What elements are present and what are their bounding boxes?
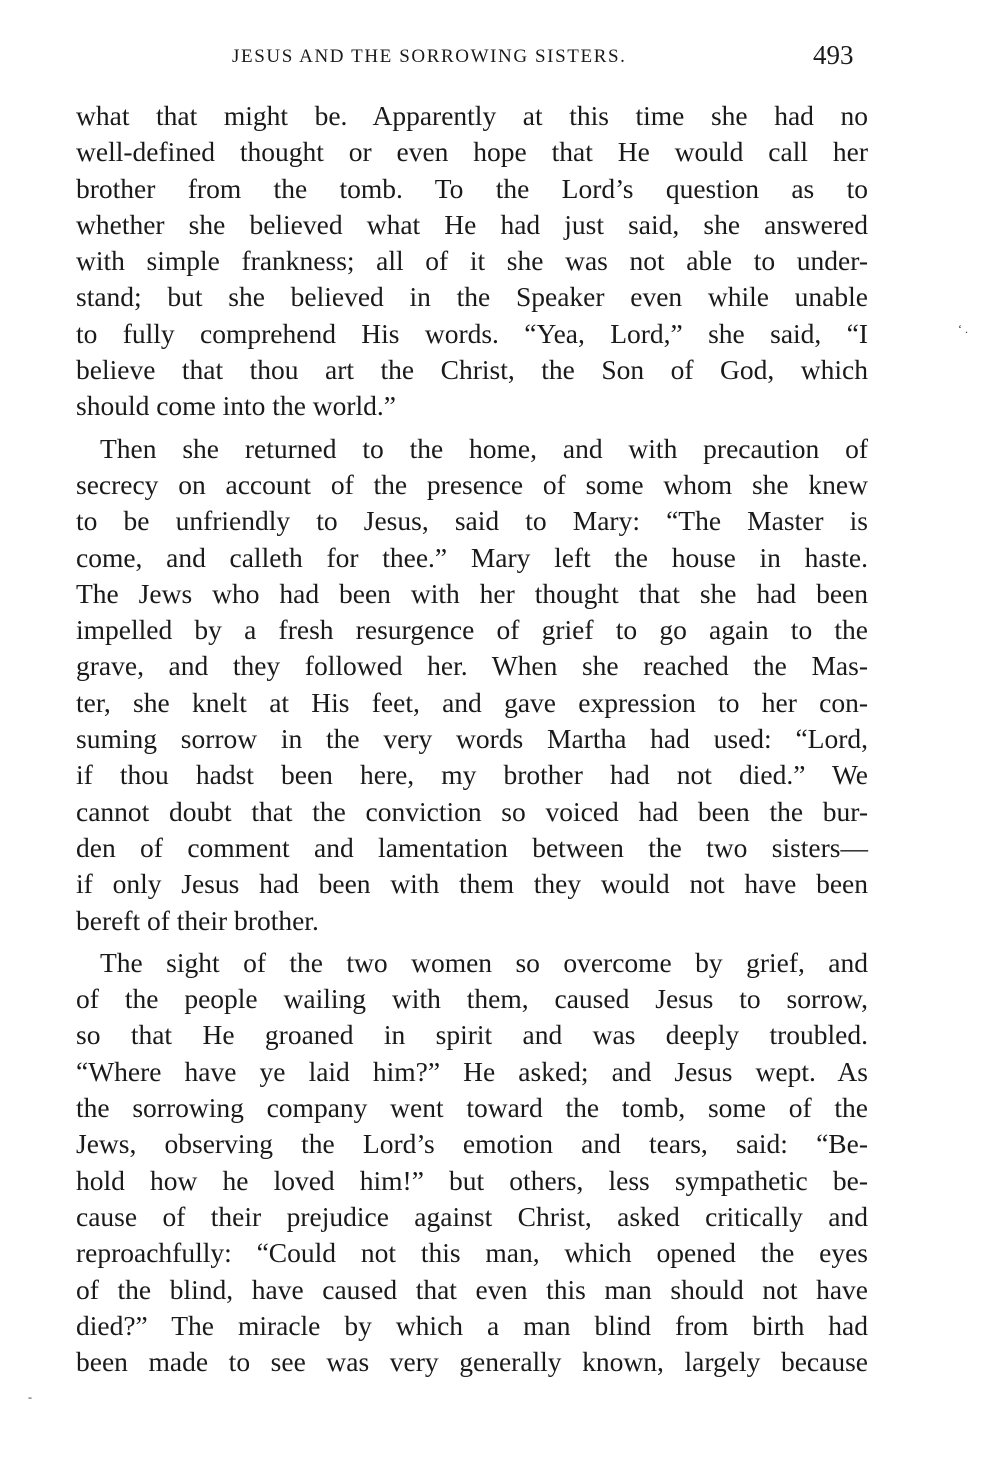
text-line: been made to see was very generally known, largely because	[76, 1346, 868, 1378]
text-line: to be unfriendly to Jesus, said to Mary: “The Master is	[76, 505, 868, 537]
text-line: believe that thou art the Christ, the Son of God, which	[76, 354, 868, 386]
running-head-title: JESUS AND THE SORROWING SISTERS.	[232, 46, 627, 67]
text-line: of the blind, have caused that even this man should not have	[76, 1273, 868, 1305]
page-number: 493	[813, 40, 854, 70]
text-line: reproachfully: “Could not this man, which opened the eyes	[76, 1237, 868, 1269]
text-line: hold how he loved him!” but others, less sympathetic be-	[76, 1164, 868, 1196]
text-line: Then she returned to the home, and with precaution of	[100, 432, 868, 464]
text-line: secrecy on account of the presence of some whom she knew	[76, 468, 868, 500]
margin-ink-mark: -	[28, 1390, 32, 1404]
text-line: grave, and they followed her. When she reached the Mas-	[76, 650, 868, 682]
text-line: Jews, observing the Lord’s emotion and tears, said: “Be-	[76, 1128, 868, 1160]
text-line: the sorrowing company went toward the tomb, some of the	[76, 1092, 868, 1124]
text-line: suming sorrow in the very words Martha had used: “Lord,	[76, 723, 868, 755]
text-line: “Where have ye laid him?” He asked; and Jesus wept. As	[76, 1055, 868, 1087]
text-line: cause of their prejudice against Christ, asked critically and	[76, 1200, 868, 1232]
text-line: brother from the tomb. To the Lord’s question as to	[76, 172, 868, 204]
page-header	[0, 40, 1000, 80]
text-line: The sight of the two women so overcome by grief, and	[100, 946, 868, 978]
paragraph-3	[76, 945, 868, 1381]
body-text	[76, 98, 868, 1380]
paragraph-2	[76, 431, 868, 939]
text-line: stand; but she believed in the Speaker even while unable	[76, 281, 868, 313]
text-line: if only Jesus had been with them they would not have been	[76, 868, 868, 900]
text-line: died?” The miracle by which a man blind from birth had	[76, 1309, 868, 1341]
text-line: if thou hadst been here, my brother had not died.” We	[76, 759, 868, 791]
text-line: of the people wailing with them, caused Jesus to sorrow,	[76, 983, 868, 1015]
text-line: come, and calleth for thee.” Mary left the house in haste.	[76, 541, 868, 573]
paragraph-1	[76, 98, 868, 425]
stray-ink-mark: ‘ .	[958, 322, 968, 336]
text-line: so that He groaned in spirit and was deeply troubled.	[76, 1019, 868, 1051]
text-line: impelled by a fresh resurgence of grief to go again to the	[76, 614, 868, 646]
text-line: with simple frankness; all of it she was not able to under-	[76, 245, 868, 277]
text-line: whether she believed what He had just said, she answered	[76, 208, 868, 240]
text-line: bereft of their brother.	[76, 904, 319, 936]
text-line: den of comment and lamentation between the two sisters—	[76, 831, 868, 863]
text-line: should come into the world.”	[76, 390, 397, 422]
text-line: The Jews who had been with her thought that she had been	[76, 577, 868, 609]
text-line: ter, she knelt at His feet, and gave expression to her con-	[76, 686, 868, 718]
text-line: cannot doubt that the conviction so voiced had been the bur-	[76, 795, 868, 827]
text-line: to fully comprehend His words. “Yea, Lord,” she said, “I	[76, 317, 868, 349]
text-line: well-defined thought or even hope that He would call her	[76, 136, 868, 168]
text-line: what that might be. Apparently at this time she had no	[76, 100, 868, 131]
